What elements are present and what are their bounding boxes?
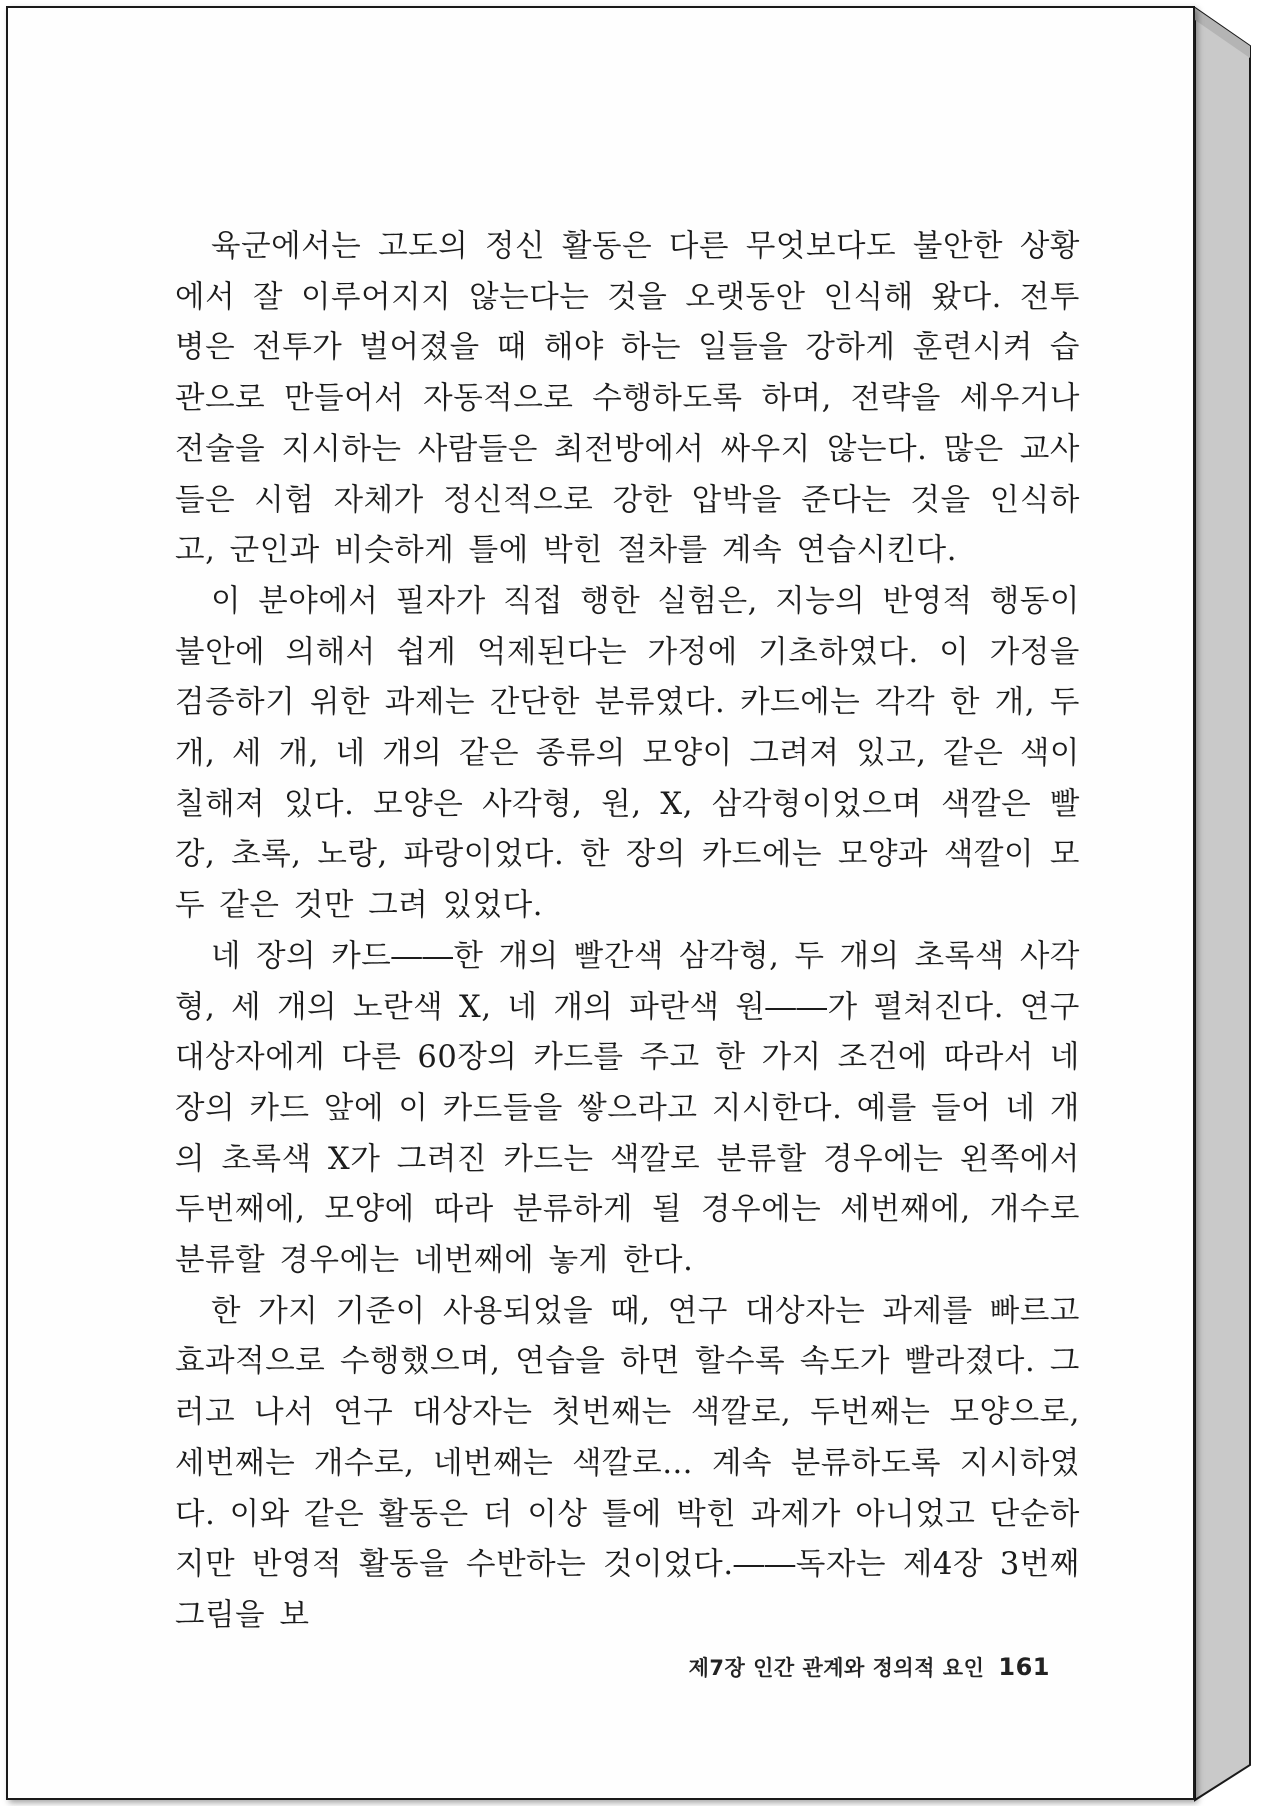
book-spine-shape: [1195, 8, 1250, 1800]
page-footer: [640, 1652, 1050, 1682]
paragraph-2: 이 분야에서 필자가 직접 행한 실험은, 지능의 반영적 행동이 불안에 의해서 쉽게 억제된다는 가정에 기초하였다. 이 가정을 검증하기 위한 과제는 간단한 분류였다. 카드에는 각각 한 개, 두 개, 세 개, 네 개의 같은 종류의 모양이 그려져 있고, 같은 색이 칠해져 있다. 모양은 사각형, 원, X, 삼각형이었으며 색깔은 빨강, 초록, 노랑, 파랑이었다. 한 장의 카드에는 모양과 색깔이 모두 같은 것만 그려 있었다.: [175, 583, 1081, 924]
body-text: [175, 222, 1080, 1642]
chapter-title: 제7장 인간 관계와 정의적 요인: [688, 1656, 985, 1680]
page-number: 161: [998, 1653, 1050, 1681]
paragraph-3: 네 장의 카드――한 개의 빨간색 삼각형, 두 개의 초록색 사각형, 세 개의 노란색 X, 네 개의 파란색 원――가 펼쳐진다. 연구 대상자에게 다른 60장의 카드를 주고 한 가지 조건에 따라서 네 장의 카드 앞에 이 카드들을 쌓으라고 지시한다. 예를 들어 네 개의 초록색 X가 그려진 카드는 색깔로 분류할 경우에는 왼쪽에서 두번째에, 모양에 따라 분류하게 될 경우에는 세번째에, 개수로 분류할 경우에는 네번째에 놓게 한다.: [175, 938, 1080, 1279]
paragraph-4: 한 가지 기준이 사용되었을 때, 연구 대상자는 과제를 빠르고 효과적으로 수행했으며, 연습을 하면 할수록 속도가 빨라졌다. 그러고 나서 연구 대상자는 첫번째는 색깔로, 두번째는 모양으로, 세번째는 개수로, 네번째는 색깔로… 계속 분류하도록 지시하였다. 이와 같은 활동은 더 이상 틀에 박힌 과제가 아니었고 단순하지만 반영적 활동을 수반하는 것이었다.――독자는 제4장 3번째 그림을 보: [175, 1293, 1080, 1633]
paragraph-1: 육군에서는 고도의 정신 활동은 다른 무엇보다도 불안한 상황에서 잘 이루어지지 않는다는 것을 오랫동안 인식해 왔다. 전투병은 전투가 벌어졌을 때 해야 하는 일들을 강하게 훈련시켜 습관으로 만들어서 자동적으로 수행하도록 하며, 전략을 세우거나 전술을 지시하는 사람들은 최전방에서 싸우지 않는다. 많은 교사들은 시험 자체가 정신적으로 강한 압박을 준다는 것을 인식하고, 군인과 비슷하게 틀에 박힌 절차를 계속 연습시킨다.: [175, 229, 1080, 569]
